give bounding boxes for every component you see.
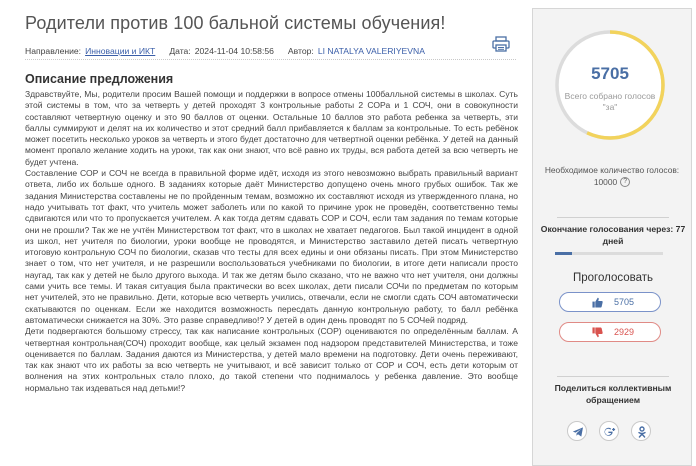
- vote-title: Проголосовать: [572, 272, 654, 284]
- divider: [557, 376, 669, 377]
- vote-for-button[interactable]: [559, 292, 661, 312]
- author-value: LI NATALYA VALERIYEVNA: [317, 46, 425, 56]
- author-label: Автор:: [287, 46, 314, 56]
- proposal-description: [25, 89, 518, 394]
- description-paragraph: Составление СОР и СОЧ не всегда в правильной форме идёт, исходя из этого невозможно выбрать правильный вариант ответа, либо их больше одного. В заданиях которые даёт Министерство допущено очень много грубых ошибок. Так же задания Министерства составлены не по пройденным темам, возможно их составляют исходя из утвержденного плана, но надо учитывать тот факт, что учитель может заболеть или по какой то причине урок не проведён, соответственно темы сдвигаются или что то пропускается учителем. А как тогда детям сдавать СОР и СОЧ, если там задания по темам которые они не прошли? Так же не учтён Министерством тот факт, что в школах не хватает педагогов. Был такой инцидент в одной из школ, нет учителя по биологии, уроки вообще не проводятся, и Министерство заставило детей писать четвертную итоговую контрольную СОЧ по биологии, сказав что тесты для всех едины и они обязаны писать. При этом Министерство знает о том, что нет учителя, и не разрешили воспользоваться учебниками по биологии, в итоге дети написали просто наугад, так как у детей не было другого выхода. И так же детям было сказано, что не важно что нет учителя, они должны сами учить все темы. И такая ситуация была практически во всех школах, дети писали СОЧи по предметам по которым нет учителей, это не правильно. Дети, которые всю четверть учились, отвечали, если не смогли сдать СОЧ автоматически скатываются по оценкам. Если же находится возможность пересдать данную контрольную работу, то балл ребёнка автоматически снижается на 30%. Это разве справедливо!? У детей в один день проводят по 5 СОЧей подряд.: [25, 168, 518, 325]
- voting-end-progress: [555, 252, 663, 255]
- description-paragraph: Здравствуйте, Мы, родители просим Вашей помощи и поддержки в вопросе отмены 100балльной системы в школах. Суть этой системы в том, что за четверть у детей проходят 3 контрольные работы 2 СОРа и 1 СОЧ, они в совокупности составляют четвертную оценку и это 90 баллов от оценки. Остальные 10 баллов это работа ребенка за четверть, эти баллы суммируют и делят на их количество и этот средний балл прибавляется к баллам за контрольные. То есть ребёнок может посетить несколько уроков за четверть и этого будет достаточно для четвертной оценки ребёнка. У детей на данный момент пропало желание ходить на уроки, так как они знают, что всё равно их труды, вся работа детей за всю четверть не будет учтена.: [25, 89, 518, 167]
- divider: [25, 59, 516, 60]
- voting-end-progress-fill: [555, 252, 572, 255]
- votes-count: 5705: [591, 64, 629, 83]
- description-paragraph: Дети подвергаются большому стрессу, так как написание контрольных (СОР) оцениваются по определённым баллам. А четвертная контрольная(СОЧ) проходит вообще, как целый экзамен под надзором представителей Министерства, и тоже оценивается по баллам. Задания даются из Министерства, у детей мало времени на подготовку. Дети очень переживают, так как знают что их работы за всю четверть не учитывают, и всё зависит только от СОР и СОЧ, есть дети которым от волнения на этих контрольных стало плохо, до такой степени что поднималось у ребенка давление. Это вообще нормально так издеваться над детьми!?: [25, 326, 518, 393]
- thumbs-up-icon: [592, 297, 603, 308]
- direction-label: Направление:: [25, 46, 82, 56]
- date-label: Дата:: [169, 46, 191, 56]
- votes-ring: [553, 28, 667, 142]
- section-title: Описание предложения: [25, 72, 174, 86]
- question-icon[interactable]: ?: [620, 177, 630, 187]
- votes-caption: Всего собрано голосов "за": [564, 91, 656, 112]
- vote-against-button[interactable]: [559, 322, 661, 342]
- telegram-icon[interactable]: [567, 421, 587, 441]
- share-label: Поделиться коллективным обращением: [554, 383, 672, 405]
- odnoklassniki-icon[interactable]: [631, 421, 651, 441]
- vote-against-count: 2929: [613, 327, 635, 337]
- printer-icon[interactable]: [492, 36, 510, 52]
- votes-ring-graphic: [553, 28, 667, 142]
- petition-meta: [25, 44, 516, 58]
- voting-sidebar: [532, 8, 692, 466]
- date-value: 2024-11-04 10:58:56: [194, 46, 274, 56]
- direction-link[interactable]: Инновации и ИКТ: [85, 46, 156, 56]
- needed-votes: [539, 165, 685, 188]
- google-icon[interactable]: [599, 421, 619, 441]
- thumbs-down-icon: [592, 327, 603, 338]
- needed-votes-label: Необходимое количество голосов: 10000: [544, 165, 680, 187]
- vote-for-count: 5705: [613, 297, 635, 307]
- divider: [557, 217, 669, 218]
- voting-end-label: Окончание голосования через: 77 дней: [540, 224, 686, 246]
- page-title: Родители против 100 бальной системы обучения!: [25, 13, 446, 33]
